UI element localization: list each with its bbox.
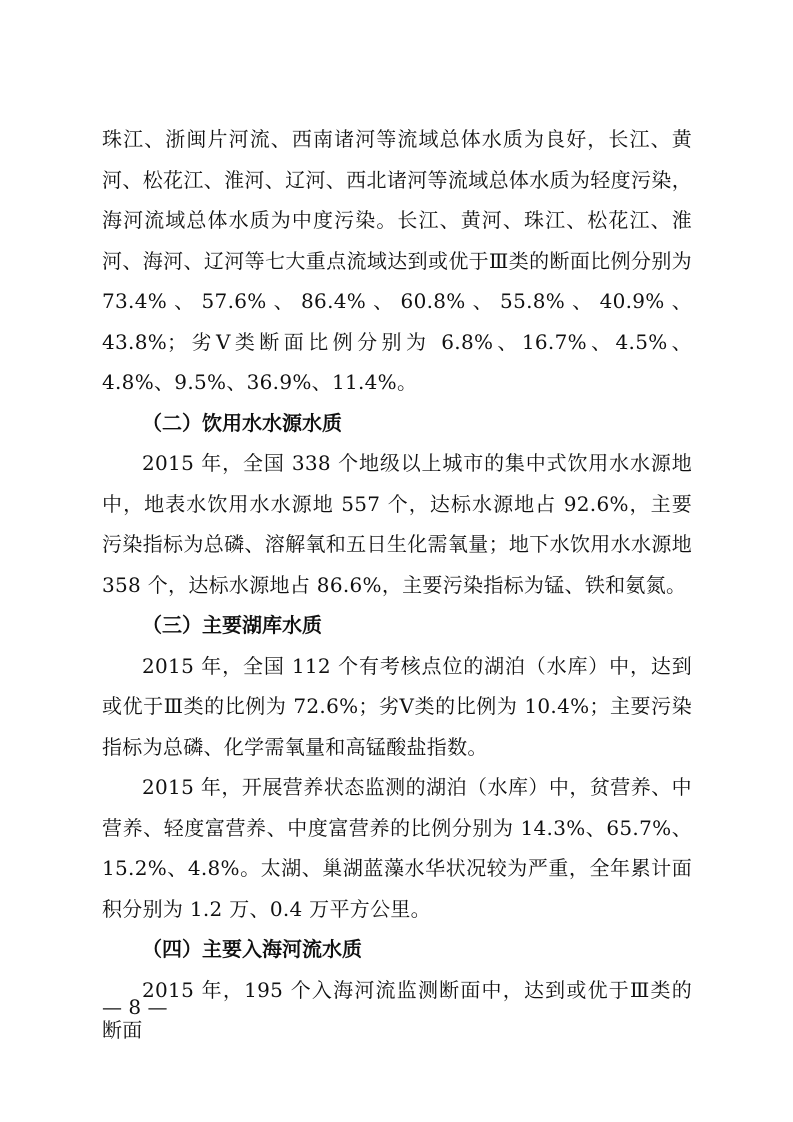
page-number: — 8 — [102,995,168,1019]
paragraph-lakes-nutrition: 2015 年，开展营养状态监测的湖泊（水库）中，贫营养、中营养、轻度富营养、中度富营养的比例分别为 14.3%、65.7%、15.2%、4.8%。太湖、巢湖蓝藻水华状况较为严重，全年累计面积分别为 1.2 万、0.4 万平方公里。 [102,775,692,921]
section-heading-lakes: （三）主要湖库水质 [142,613,322,637]
section-heading-drinking-water: （二）饮用水水源水质 [142,410,342,435]
paragraph-river-basins: 珠江、浙闽片河流、西南诸河等流域总体水质为良好，长江、黄河、松花江、淮河、辽河、西北诸河等流域总体水质为轻度污染，海河流域总体水质为中度污染。长江、黄河、珠江、松花江、淮河、海河、辽河等七大重点流域达到或优于Ⅲ类的断面比例分别为 73.4%、57.6%、86.4%、60.8%、55.8%、40.9%、43.8%；劣Ⅴ类断面比例分别为 6.8%、16.7%、4.5%、4.8%、9.5%、36.9%、11.4%。 [102,127,692,394]
paragraph-drinking-water: 2015 年，全国 338 个地级以上城市的集中式饮用水水源地中，地表水饮用水水源地 557 个，达标水源地占 92.6%，主要污染指标为总磷、溶解氧和五日生化需氧量；地下水饮用水水源地 358 个，达标水源地占 86.6%，主要污染指标为锰、铁和氨氮。 [102,451,692,597]
document-body [102,119,692,1051]
paragraph-sea-rivers: 2015 年，195 个入海河流监测断面中，达到或优于Ⅲ类的断面 [102,977,692,1042]
paragraph-lakes-quality: 2015 年，全国 112 个有考核点位的湖泊（水库）中，达到或优于Ⅲ类的比例为 72.6%；劣Ⅴ类的比例为 10.4%；主要污染指标为总磷、化学需氧量和高锰酸盐指数。 [102,653,692,759]
section-heading-sea-rivers: （四）主要入海河流水质 [142,937,362,961]
